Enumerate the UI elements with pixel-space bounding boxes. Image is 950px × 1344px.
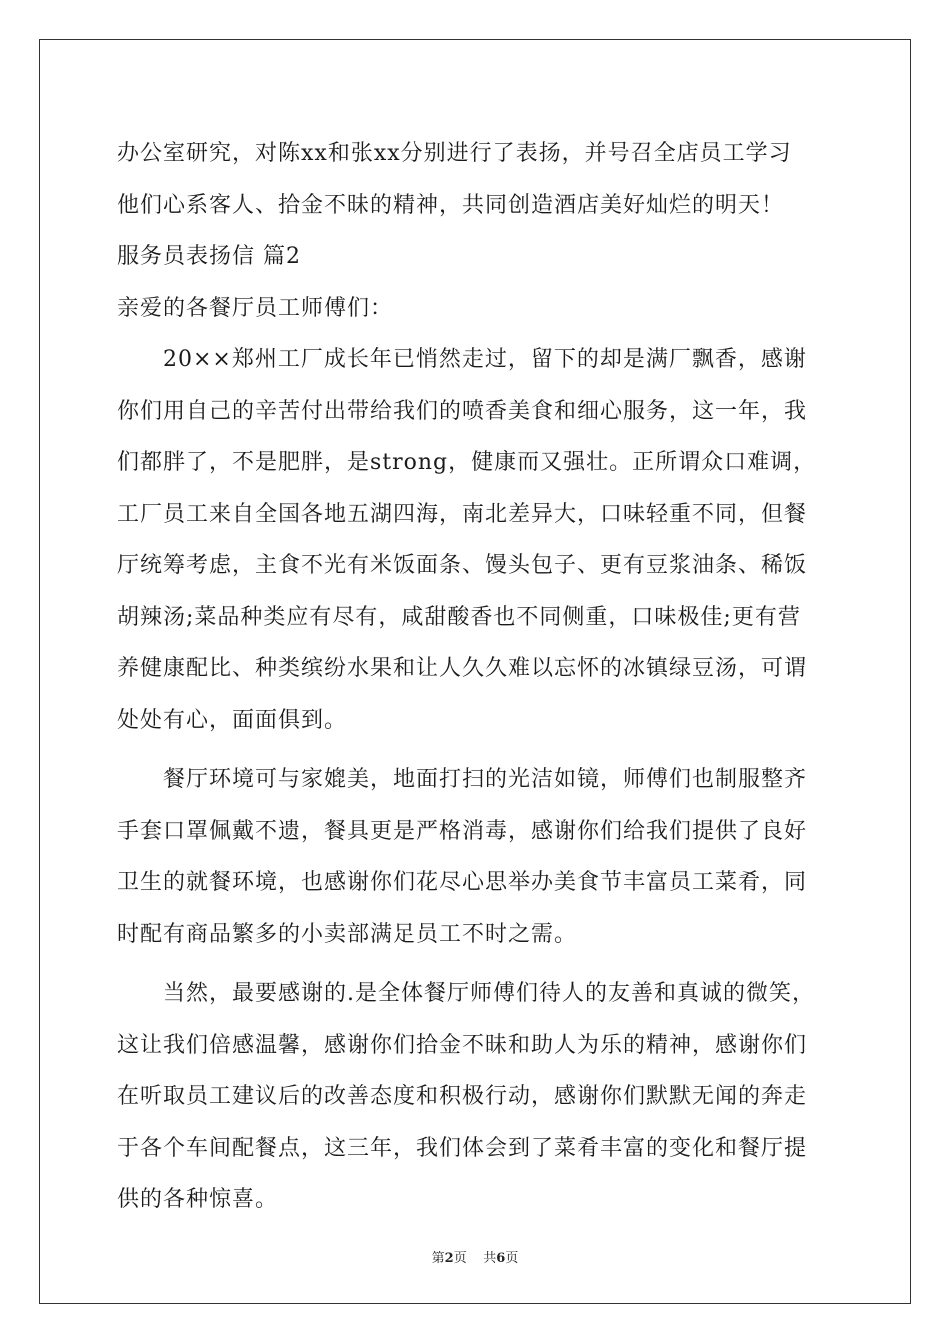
- text-line: 于各个车间配餐点，这三年，我们体会到了菜肴丰富的变化和餐厅提: [117, 1135, 808, 1161]
- text-line: 这让我们倍感温馨，感谢你们拾金不昧和助人为乐的精神，感谢你们: [117, 1032, 808, 1058]
- page-footer: [0, 1247, 950, 1266]
- text-line: 20××郑州工厂成长年已悄然走过，留下的却是满厂飘香，感谢: [163, 347, 807, 372]
- page-total: 共6页: [483, 1251, 519, 1266]
- section-heading: 服务员表扬信 篇2: [117, 244, 301, 269]
- text-line: 养健康配比、种类缤纷水果和让人久久难以忘怀的冰镇绿豆汤，可谓: [117, 656, 808, 681]
- text-line: 胡辣汤;菜品种类应有尽有，咸甜酸香也不同侧重，口味极佳;更有营: [117, 604, 801, 630]
- text-line: 卫生的就餐环境，也感谢你们花尽心思举办美食节丰富员工菜肴，同: [117, 870, 808, 895]
- paragraph-1: [117, 334, 862, 746]
- text-line: 餐厅环境可与家媲美，地面打扫的光洁如镜，师傅们也制服整齐: [163, 767, 808, 792]
- text-line: 工厂员工来自全国各地五湖四海，南北差异大，口味轻重不同，但餐: [117, 501, 808, 527]
- text-line: 手套口罩佩戴不遗，餐具更是严格消毒，感谢你们给我们提供了良好: [117, 818, 808, 844]
- text-line: 在听取员工建议后的改善态度和积极行动，感谢你们默默无闻的奔走: [117, 1084, 808, 1109]
- text-line: 他们心系客人、拾金不昧的精神，共同创造酒店美好灿烂的明天！: [117, 192, 785, 218]
- salutation: 亲爱的各餐厅员工师傅们：: [117, 295, 394, 321]
- paragraph-2: [117, 754, 862, 960]
- document-body: [117, 128, 862, 1226]
- page-number: 第2页: [431, 1251, 467, 1266]
- text-line: 处处有心，面面俱到。: [117, 707, 348, 733]
- text-line: 供的各种惊喜。: [117, 1187, 279, 1212]
- text-line: 们都胖了，不是肥胖，是strong，健康而又强壮。正所谓众口难调，: [117, 450, 817, 475]
- paragraph-3: [117, 968, 862, 1226]
- text-line: 时配有商品繁多的小卖部满足员工不时之需。: [117, 921, 578, 947]
- text-line: 厅统筹考虑，主食不光有米饭面条、馒头包子、更有豆浆油条、稀饭: [117, 553, 808, 578]
- text-line: 你们用自己的辛苦付出带给我们的喷香美食和细心服务，这一年，我: [117, 398, 808, 424]
- text-line: 当然，最要感谢的.是全体餐厅师傅们待人的友善和真诚的微笑，: [163, 981, 815, 1006]
- text-line: 办公室研究，对陈xx和张xx分别进行了表扬，并号召全店员工学习: [117, 141, 792, 166]
